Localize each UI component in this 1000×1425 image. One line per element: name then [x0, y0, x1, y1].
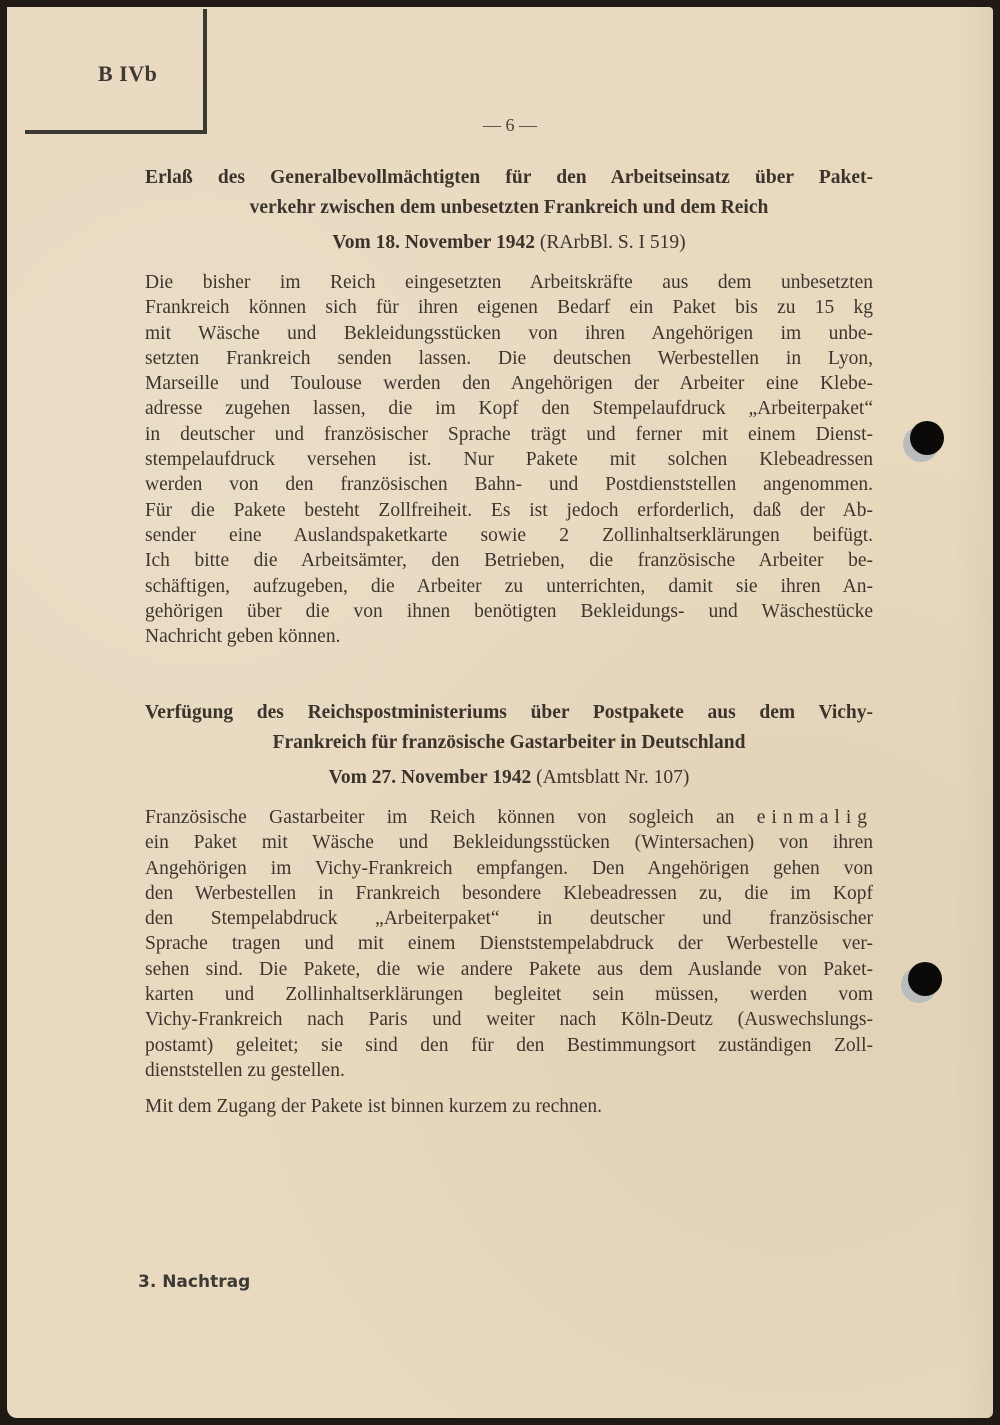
section-2-dateline	[145, 763, 873, 793]
body-line: in deutscher und französischer Sprache trägt und ferner mit einem Dienst-	[145, 423, 873, 445]
section-2-source: (Amtsblatt Nr. 107)	[536, 767, 690, 788]
body-line: Vichy-Frankreich nach Paris und weiter nach Köln-Deutz (Auswechslungs-	[145, 1009, 873, 1031]
title-line: Frankreich für französische Gastarbeiter in Deutschland	[272, 732, 746, 753]
body-line: Marseille und Toulouse werden den Angehörigen der Arbeiter eine Klebe-	[145, 373, 873, 395]
section-1-title	[145, 163, 873, 223]
title-line: Verfügung des Reichspostministeriums über Postpakete aus dem Vichy-	[145, 702, 873, 723]
body-line: dienststellen zu gestellen.	[145, 1059, 345, 1081]
body-line: karten und Zollinhaltserklärungen begleitet sein müssen, werden vom	[145, 984, 873, 1006]
body-line: stempelaufdruck versehen ist. Nur Pakete mit solchen Klebeadressen	[145, 449, 873, 471]
supplement-label: 3. Nachtrag	[138, 1272, 251, 1292]
body-line: Die bisher im Reich eingesetzten Arbeitskräfte aus dem unbesetzten	[145, 272, 873, 293]
section-1-dateline	[145, 228, 873, 258]
body-line: werden von den französischen Bahn- und Postdienststellen angenommen.	[145, 474, 873, 496]
body-line: sender eine Auslandspaketkarte sowie 2 Zollinhaltserklärungen beifügt.	[145, 524, 873, 546]
title-line: verkehr zwischen dem unbesetzten Frankreich und dem Reich	[249, 197, 769, 218]
section-1-source: (RArbBl. S. I 519)	[539, 232, 686, 253]
body-line: Frankreich können sich für ihren eigenen Bedarf ein Paket bis zu 15 kg	[145, 297, 873, 319]
body-line: schäftigen, aufzugeben, die Arbeiter zu unterrichten, damit sie ihren An-	[145, 575, 873, 597]
body-line: Für die Pakete besteht Zollfreiheit. Es ist jedoch erforderlich, daß der Ab-	[145, 499, 873, 521]
body-line: Angehörigen im Vichy-Frankreich empfangen. Den Angehörigen gehen von	[145, 857, 873, 879]
section-2-body	[145, 805, 873, 1120]
punch-hole	[908, 962, 942, 996]
section-2-date: Vom 27. November 1942	[328, 767, 532, 788]
section-2-title	[145, 698, 873, 758]
closing-line: Mit dem Zugang der Pakete ist binnen kurzem zu rechnen.	[145, 1096, 603, 1118]
section-1	[145, 163, 873, 649]
body-line: mit Wäsche und Bekleidungsstücken von ihren Angehörigen im unbe-	[145, 322, 873, 344]
body-line: sehen sind. Die Pakete, die wie andere Pakete aus dem Auslande von Paket-	[145, 958, 873, 980]
punch-hole	[910, 421, 944, 455]
emphasis-text: einmalig	[756, 807, 874, 828]
body-line: Nachricht geben können.	[145, 626, 341, 648]
body-line: setzten Frankreich senden lassen. Die deutschen Werbestellen in Lyon,	[145, 347, 873, 369]
title-line: Erlaß des Generalbevollmächtigten für den Arbeitseinsatz über Paket-	[145, 167, 873, 188]
section-1-date: Vom 18. November 1942	[332, 232, 535, 253]
body-line: gehörigen über die von ihnen benötigten Bekleidungs- und Wäschestücke	[145, 600, 873, 622]
body-line: adresse zugehen lassen, die im Kopf den Stempelaufdruck „Arbeiterpaket“	[145, 398, 873, 420]
body-line: den Werbestellen in Frankreich besondere Klebeadressen zu, die im Kopf	[145, 882, 873, 904]
body-line: ein Paket mit Wäsche und Bekleidungsstücken (Wintersachen) von ihren	[145, 832, 873, 854]
page-number: — 6 —	[483, 115, 537, 135]
section-1-body	[145, 270, 873, 649]
section-code: B IVb	[98, 61, 158, 86]
body-line	[145, 805, 873, 830]
body-line: Sprache tragen und mit einem Dienststempelabdruck der Werbestelle ver-	[145, 933, 873, 955]
section-2	[145, 698, 873, 1120]
body-line-prefix: Französische Gastarbeiter im Reich können von sogleich an	[145, 807, 735, 828]
body-line: den Stempelabdruck „Arbeiterpaket“ in deutscher und französischer	[145, 908, 873, 930]
body-line: Ich bitte die Arbeitsämter, den Betrieben, die französische Arbeiter be-	[145, 550, 873, 572]
body-line: postamt) geleitet; sie sind den für den Bestimmungsort zuständigen Zoll-	[145, 1034, 873, 1056]
